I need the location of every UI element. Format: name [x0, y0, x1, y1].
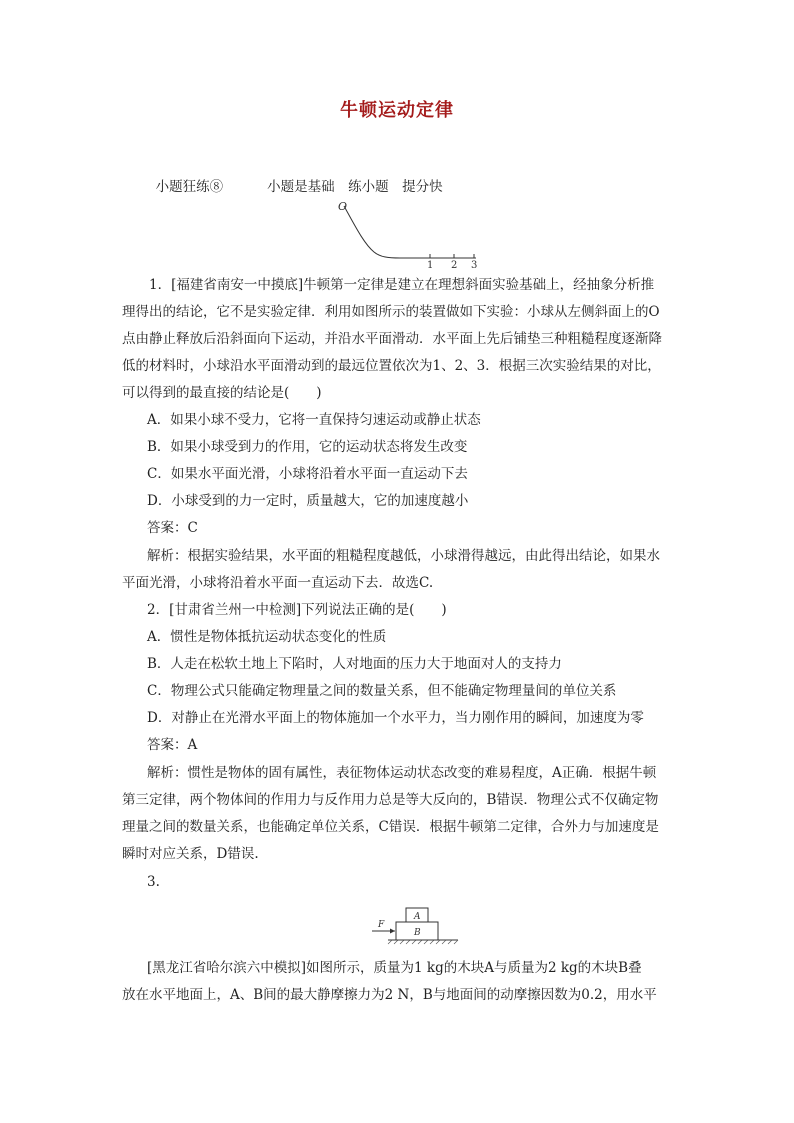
- q1-line-4: 低的材料时，小球沿水平面滑动到的最远位置依次为1、2、3．根据三次实验结果的对比，: [122, 358, 661, 374]
- q2-analysis-2: 第三定律，两个物体间的作用力与反作用力总是等大反向的，B错误．物理公式不仅确定物: [122, 792, 659, 808]
- q1-option-d: D．小球受到的力一定时，质量越大，它的加速度越小: [147, 493, 469, 509]
- q2-stem: 2．[甘肃省兰州一中检测]下列说法正确的是( ): [147, 602, 447, 618]
- q2-option-b: B．人走在松软土地上下陷时，人对地面的压力大于地面对人的支持力: [147, 656, 562, 672]
- marker-label-3: 3: [471, 260, 478, 268]
- q1-option-a: A．如果小球不受力，它将一直保持匀速运动或静止状态: [147, 412, 481, 428]
- q2-option-d: D．对静止在光滑水平面上的物体施加一个水平力，当力刚作用的瞬间，加速度为零: [147, 710, 644, 726]
- q1-analysis-1: 解析：根据实验结果，水平面的粗糙程度越低，小球滑得越远，由此得出结论，如果水: [147, 548, 660, 564]
- q1-option-c: C．如果水平面光滑，小球将沿着水平面一直运动下去: [147, 466, 468, 482]
- force-arrow-head: [390, 929, 395, 934]
- marker-label-2: 2: [451, 260, 458, 268]
- q2-analysis-1: 解析：惯性是物体的固有属性，表征物体运动状态改变的难易程度，A正确．根据牛顿: [147, 765, 657, 781]
- section-slogan: 小题是基础 练小题 提分快: [267, 179, 443, 195]
- incline-curve: [344, 206, 476, 258]
- block-a-label: A: [414, 912, 421, 922]
- incline-figure: [330, 190, 490, 268]
- origin-label: O: [338, 200, 348, 213]
- q2-analysis-4: 瞬时对应关系，D错误.: [122, 846, 259, 862]
- marker-label-1: 1: [427, 260, 434, 268]
- q1-line-2: 理得出的结论，它不是实验定律．利用如图所示的装置做如下实验：小球从左侧斜面上的O: [122, 304, 660, 320]
- q2-answer: 答案：A: [147, 737, 198, 753]
- force-label: F: [378, 920, 385, 930]
- blocks-figure: [366, 900, 462, 946]
- q2-analysis-3: 理量之间的数量关系，也能确定单位关系，C错误．根据牛顿第二定律，合外力与加速度是: [122, 819, 659, 835]
- block-b-label: B: [414, 928, 421, 938]
- ground-hatch: [388, 940, 458, 944]
- q2-option-c: C．物理公式只能确定物理量之间的数量关系，但不能确定物理量间的单位关系: [147, 683, 617, 699]
- section-label: 小题狂练⑧: [155, 179, 224, 195]
- q1-analysis-2: 平面光滑，小球将沿着水平面一直运动下去．故选C.: [122, 575, 434, 591]
- q1-option-b: B．如果小球受到力的作用，它的运动状态将发生改变: [147, 439, 468, 455]
- q1-line-3: 点由静止释放后沿斜面向下运动，并沿水平面滑动．水平面上先后铺垫三种粗糙程度逐渐降: [122, 331, 662, 347]
- q3-number: 3.: [147, 874, 160, 890]
- q3-line-1: [黑龙江省哈尔滨六中模拟]如图所示，质量为1 kg的木块A与质量为2 kg的木块B叠: [147, 960, 642, 976]
- page-title: 牛顿运动定律: [340, 100, 454, 121]
- q1-answer: 答案：C: [147, 520, 198, 536]
- q3-line-2: 放在水平地面上，A、B间的最大静摩擦力为2 N，B与地面间的动摩擦因数为0.2，用水平: [122, 987, 657, 1003]
- q1-line-5: 可以得到的最直接的结论是( ): [122, 385, 322, 401]
- q2-option-a: A．惯性是物体抵抗运动状态变化的性质: [147, 629, 387, 645]
- q1-line-1: 1．[福建省南安一中摸底]牛顿第一定律是建立在理想斜面实验基础上，经抽象分析推: [122, 277, 655, 293]
